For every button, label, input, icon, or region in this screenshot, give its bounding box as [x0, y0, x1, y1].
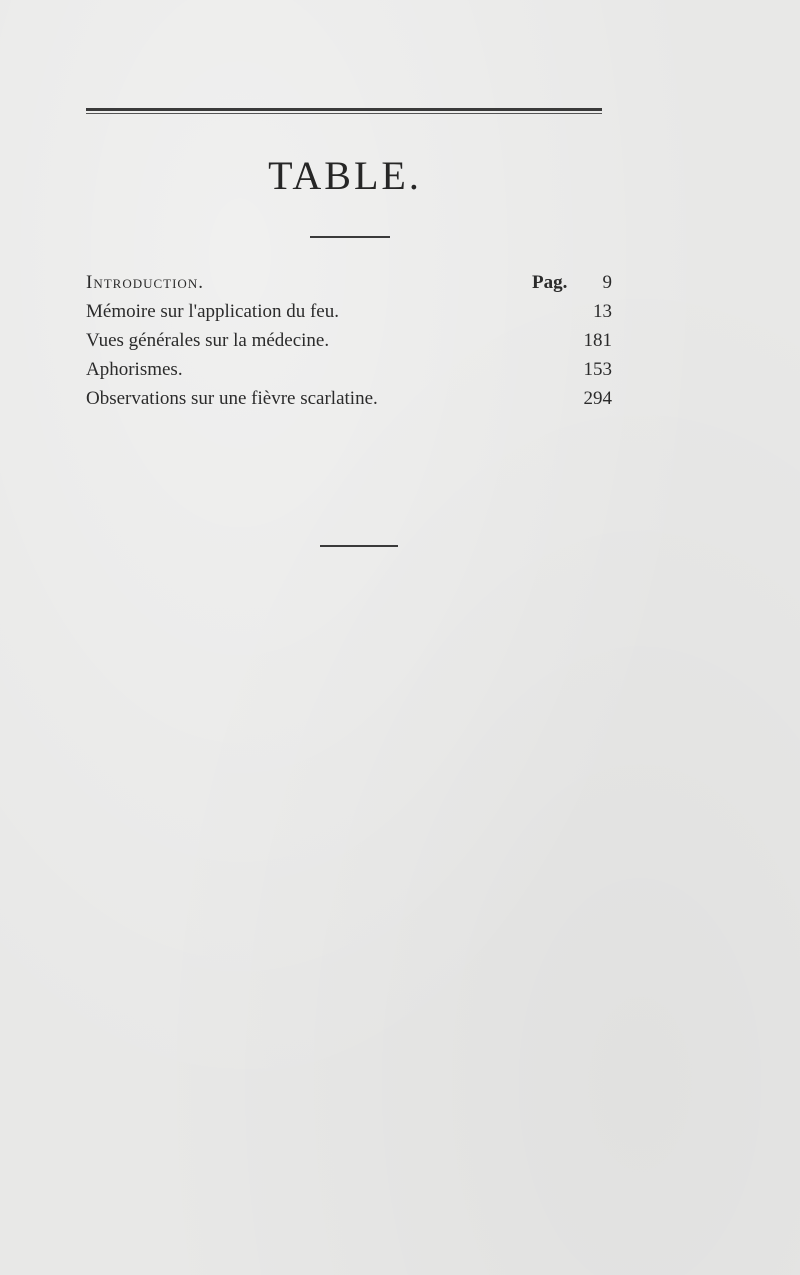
- toc-entry-page: 153: [583, 359, 612, 380]
- table-of-contents: [86, 268, 620, 413]
- pag-label: Pag.: [532, 272, 568, 293]
- top-rule-thick: [86, 108, 602, 111]
- title-divider: [310, 236, 390, 238]
- toc-entry-label: Vues générales sur la médecine.: [86, 330, 330, 351]
- toc-entry-page: 9: [602, 272, 612, 293]
- toc-entry-label: Aphorismes.: [86, 359, 183, 380]
- toc-entry-page: 181: [583, 330, 612, 351]
- toc-entry-page: 294: [583, 388, 612, 409]
- toc-row-vues-generales: [86, 326, 620, 355]
- toc-row-aphorismes: [86, 355, 620, 384]
- top-double-rule: [86, 108, 602, 114]
- page-title: TABLE.: [268, 153, 422, 198]
- top-rule-thin: [86, 113, 602, 114]
- toc-row-observations: [86, 384, 620, 413]
- toc-row-introduction: [86, 268, 620, 297]
- toc-entry-page: 13: [593, 301, 612, 322]
- toc-row-memoire: [86, 297, 620, 326]
- toc-entry-label: Observations sur une fièvre scarlatine.: [86, 388, 378, 409]
- toc-entry-label: Introduction.: [86, 272, 204, 293]
- bottom-divider: [320, 545, 398, 547]
- toc-entry-label: Mémoire sur l'application du feu.: [86, 301, 339, 322]
